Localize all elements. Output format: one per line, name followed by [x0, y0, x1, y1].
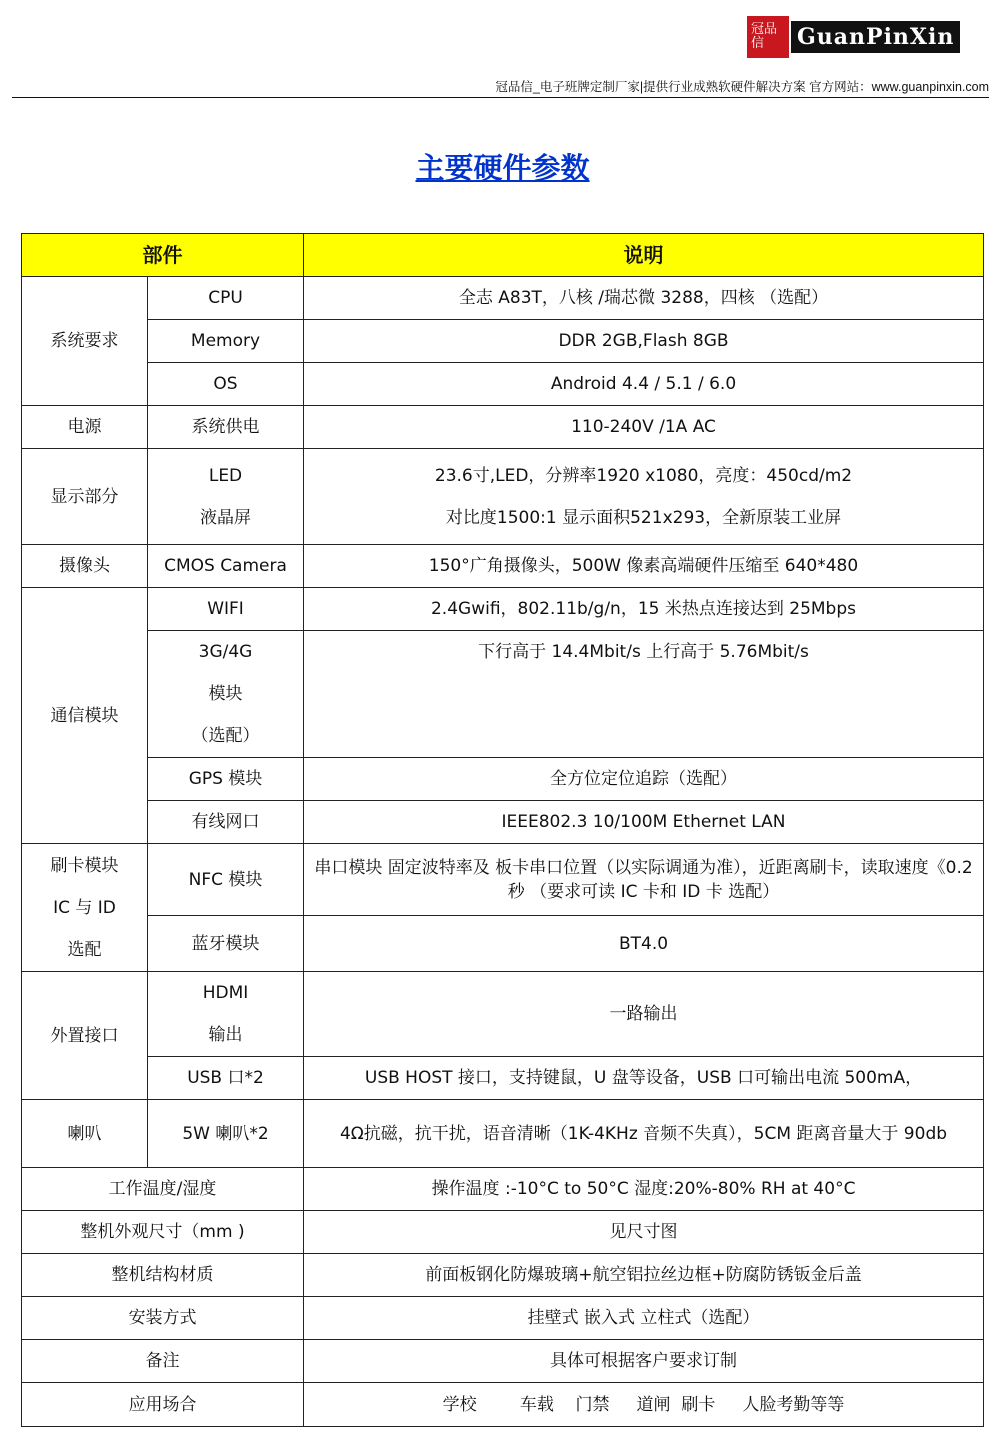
group-line: 刷卡模块	[50, 855, 119, 876]
group-line: IC 与 ID	[53, 897, 116, 918]
part-cell: GPS 模块	[148, 758, 304, 801]
part-cell: USB 口*2	[148, 1057, 304, 1100]
desc-cell: BT4.0	[304, 916, 984, 972]
desc-cell: 见尺寸图	[304, 1211, 984, 1254]
part-line: HDMI	[202, 983, 249, 1003]
header-tagline: 冠品信_电子班牌定制厂家|提供行业成熟软硬件解决方案 官方网站：www.guanpinxin.com	[495, 80, 989, 94]
table-row	[22, 1383, 984, 1427]
desc-cell: DDR 2GB,Flash 8GB	[304, 320, 984, 363]
table-row	[22, 916, 984, 972]
table-row	[22, 972, 984, 1057]
part-cell: Memory	[148, 320, 304, 363]
logo-wordmark: GuanPinXin	[791, 21, 960, 53]
desc-cell: 全方位定位追踪（选配）	[304, 758, 984, 801]
header-desc: 说明	[304, 234, 984, 277]
table-row	[22, 758, 984, 801]
desc-cell: Android 4.4 / 5.1 / 6.0	[304, 363, 984, 406]
group-cell: 系统要求	[22, 277, 148, 406]
label-cell: 工作温度/湿度	[22, 1168, 304, 1211]
table-row	[22, 1297, 984, 1340]
part-line: 输出	[208, 1025, 243, 1045]
part-line: （选配）	[191, 726, 260, 746]
part-line: LED	[208, 465, 243, 486]
desc-cell: 串口模块 固定波特率及 板卡串口位置（以实际调通为准），近距离刷卡，读取速度《0.2 秒 （要求可读 IC 卡和 ID 卡 选配）	[304, 844, 984, 916]
logo-seal: 冠品信	[747, 16, 789, 58]
table-row	[22, 844, 984, 916]
group-cell: 显示部分	[22, 449, 148, 545]
label-cell: 应用场合	[22, 1383, 304, 1427]
header-part: 部件	[22, 234, 304, 277]
table-row	[22, 406, 984, 449]
table-row	[22, 1254, 984, 1297]
label-cell: 备注	[22, 1340, 304, 1383]
part-cell: OS	[148, 363, 304, 406]
part-cell	[148, 972, 304, 1057]
table-row	[22, 1340, 984, 1383]
desc-cell: 全志 A83T，八核 /瑞芯微 3288，四核 （选配）	[304, 277, 984, 320]
desc-cell: 学校 车载 门禁 道闸 刷卡 人脸考勤等等	[304, 1383, 984, 1427]
desc-cell: 挂壁式 嵌入式 立柱式（选配）	[304, 1297, 984, 1340]
part-cell	[148, 449, 304, 545]
group-cell: 摄像头	[22, 545, 148, 588]
table-row	[22, 1168, 984, 1211]
group-cell: 喇叭	[22, 1100, 148, 1168]
brand-logo	[747, 16, 960, 58]
desc-cell: 110-240V /1A AC	[304, 406, 984, 449]
desc-cell: 2.4Gwifi，802.11b/g/n，15 米热点连接达到 25Mbps	[304, 588, 984, 631]
table-row	[22, 588, 984, 631]
part-cell: WIFI	[148, 588, 304, 631]
desc-cell: 下行高于 14.4Mbit/s 上行高于 5.76Mbit/s	[304, 631, 984, 758]
desc-cell: 4Ω抗磁，抗干扰，语音清晰（1K-4KHz 音频不失真），5CM 距离音量大于 90db	[304, 1100, 984, 1168]
part-cell: 蓝牙模块	[148, 916, 304, 972]
spec-table	[21, 233, 984, 1427]
table-header-row	[22, 234, 984, 277]
table-row	[22, 631, 984, 758]
desc-cell: 前面板钢化防爆玻璃+航空铝拉丝边框+防腐防锈钣金后盖	[304, 1254, 984, 1297]
table-row	[22, 801, 984, 844]
table-row	[22, 545, 984, 588]
group-cell: 电源	[22, 406, 148, 449]
group-line: 选配	[67, 939, 102, 960]
desc-cell	[304, 449, 984, 545]
part-cell: CPU	[148, 277, 304, 320]
part-cell: 有线网口	[148, 801, 304, 844]
part-cell: CMOS Camera	[148, 545, 304, 588]
part-line: 模块	[208, 684, 243, 704]
label-cell: 安装方式	[22, 1297, 304, 1340]
header-divider	[12, 97, 989, 98]
table-row	[22, 449, 984, 545]
part-cell: 系统供电	[148, 406, 304, 449]
table-row	[22, 1211, 984, 1254]
part-line: 3G/4G	[198, 642, 253, 662]
part-cell: 5W 喇叭*2	[148, 1100, 304, 1168]
table-row	[22, 320, 984, 363]
desc-cell: IEEE802.3 10/100M Ethernet LAN	[304, 801, 984, 844]
desc-cell: 一路输出	[304, 972, 984, 1057]
group-cell: 通信模块	[22, 588, 148, 844]
desc-line: 23.6寸,LED，分辨率1920 x1080，亮度：450cd/m2	[434, 465, 853, 486]
label-cell: 整机外观尺寸（mm )	[22, 1211, 304, 1254]
part-line: 液晶屏	[200, 507, 251, 528]
group-cell: 外置接口	[22, 972, 148, 1100]
desc-cell: 具体可根据客户要求订制	[304, 1340, 984, 1383]
desc-cell: USB HOST 接口，支持键鼠，U 盘等设备，USB 口可输出电流 500mA，	[304, 1057, 984, 1100]
part-cell: NFC 模块	[148, 844, 304, 916]
desc-line: 对比度1500:1 显示面积521x293，全新原装工业屏	[445, 507, 842, 528]
part-cell	[148, 631, 304, 758]
desc-cell: 150°广角摄像头，500W 像素高端硬件压缩至 640*480	[304, 545, 984, 588]
table-row	[22, 1100, 984, 1168]
label-cell: 整机结构材质	[22, 1254, 304, 1297]
table-row	[22, 363, 984, 406]
document-title: 主要硬件参数	[415, 151, 590, 185]
table-row	[22, 277, 984, 320]
table-row	[22, 1057, 984, 1100]
group-cell	[22, 844, 148, 972]
desc-cell: 操作温度 :-10°C to 50°C 湿度:20%-80% RH at 40°C	[304, 1168, 984, 1211]
